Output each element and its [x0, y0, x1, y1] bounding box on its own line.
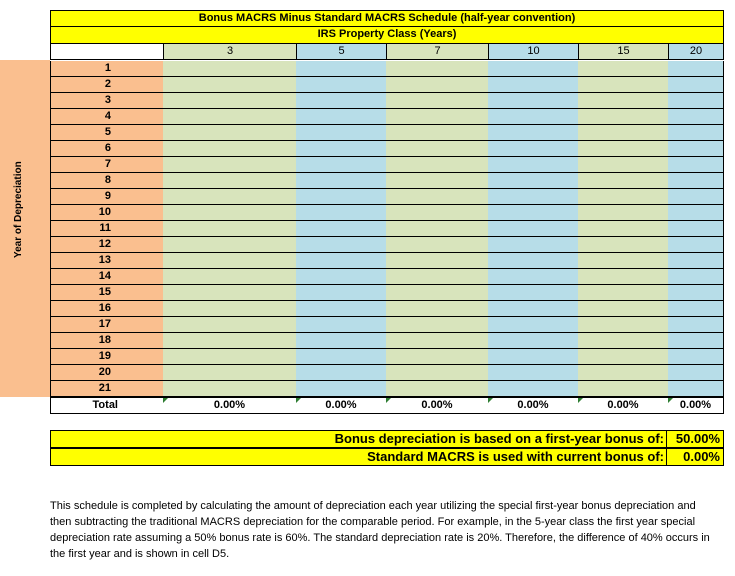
bonus-note-label: Bonus depreciation is based on a first-year bonus of:	[334, 431, 664, 446]
cell-class-5-year-17[interactable]	[296, 317, 387, 333]
cell-class-15-year-5[interactable]	[578, 125, 669, 141]
cell-class-10-year-12[interactable]	[488, 237, 579, 253]
cell-class-7-year-21[interactable]	[386, 381, 489, 397]
year-row-label: 18	[50, 333, 164, 349]
cell-class-7-year-13[interactable]	[386, 253, 489, 269]
cell-class-3-year-20[interactable]	[163, 365, 297, 381]
cell-class-15-year-6[interactable]	[578, 141, 669, 157]
year-row-label: 6	[50, 141, 164, 157]
total-cell-15[interactable]: 0.00%	[578, 397, 669, 414]
cell-class-5-year-10[interactable]	[296, 205, 387, 221]
cell-class-20-year-6[interactable]	[668, 141, 724, 157]
cell-class-15-year-10[interactable]	[578, 205, 669, 221]
cell-class-15-year-2[interactable]	[578, 77, 669, 93]
cell-class-20-year-18[interactable]	[668, 333, 724, 349]
cell-class-5-year-21[interactable]	[296, 381, 387, 397]
schedule-title: Bonus MACRS Minus Standard MACRS Schedule (half-year convention)	[50, 10, 724, 27]
year-row-label: 2	[50, 77, 164, 93]
cell-class-7-year-18[interactable]	[386, 333, 489, 349]
cell-class-15-year-18[interactable]	[578, 333, 669, 349]
cell-class-20-year-3[interactable]	[668, 93, 724, 109]
cell-class-3-year-13[interactable]	[163, 253, 297, 269]
cell-class-15-year-19[interactable]	[578, 349, 669, 365]
year-row-label: 20	[50, 365, 164, 381]
cell-class-10-year-14[interactable]	[488, 269, 579, 285]
cell-class-7-year-1[interactable]	[386, 61, 489, 77]
cell-class-3-year-16[interactable]	[163, 301, 297, 317]
cell-class-10-year-6[interactable]	[488, 141, 579, 157]
cell-class-5-year-9[interactable]	[296, 189, 387, 205]
cell-class-10-year-1[interactable]	[488, 61, 579, 77]
cell-class-10-year-10[interactable]	[488, 205, 579, 221]
cell-class-15-year-17[interactable]	[578, 317, 669, 333]
year-row-label: 21	[50, 381, 164, 397]
total-cell-5[interactable]: 0.00%	[296, 397, 387, 414]
cell-class-3-year-18[interactable]	[163, 333, 297, 349]
year-row-label: 13	[50, 253, 164, 269]
cell-class-15-year-12[interactable]	[578, 237, 669, 253]
cell-class-5-year-2[interactable]	[296, 77, 387, 93]
cell-class-3-year-17[interactable]	[163, 317, 297, 333]
cell-class-15-year-7[interactable]	[578, 157, 669, 173]
year-row-label: 8	[50, 173, 164, 189]
cell-class-7-year-12[interactable]	[386, 237, 489, 253]
year-row-label: 7	[50, 157, 164, 173]
cell-class-7-year-15[interactable]	[386, 285, 489, 301]
cell-class-10-year-13[interactable]	[488, 253, 579, 269]
year-row-label: 9	[50, 189, 164, 205]
cell-class-5-year-16[interactable]	[296, 301, 387, 317]
year-row-label: 11	[50, 221, 164, 237]
cell-class-20-year-4[interactable]	[668, 109, 724, 125]
cell-class-5-year-18[interactable]	[296, 333, 387, 349]
cell-class-15-year-15[interactable]	[578, 285, 669, 301]
cell-class-3-year-12[interactable]	[163, 237, 297, 253]
year-axis-label	[13, 218, 33, 258]
cell-class-3-year-3[interactable]	[163, 93, 297, 109]
cell-class-5-year-11[interactable]	[296, 221, 387, 237]
year-row-label: 5	[50, 125, 164, 141]
property-class-header: IRS Property Class (Years)	[50, 26, 724, 44]
class-header-15[interactable]: 15	[578, 43, 669, 60]
cell-class-20-year-17[interactable]	[668, 317, 724, 333]
cell-class-20-year-14[interactable]	[668, 269, 724, 285]
cell-class-15-year-16[interactable]	[578, 301, 669, 317]
year-row-label: 10	[50, 205, 164, 221]
total-cell-3[interactable]: 0.00%	[163, 397, 297, 414]
cell-class-3-year-4[interactable]	[163, 109, 297, 125]
cell-class-10-year-8[interactable]	[488, 173, 579, 189]
cell-class-15-year-3[interactable]	[578, 93, 669, 109]
total-cell-10[interactable]: 0.00%	[488, 397, 579, 414]
cell-class-15-year-4[interactable]	[578, 109, 669, 125]
cell-class-7-year-8[interactable]	[386, 173, 489, 189]
cell-class-3-year-11[interactable]	[163, 221, 297, 237]
cell-class-20-year-5[interactable]	[668, 125, 724, 141]
cell-class-3-year-14[interactable]	[163, 269, 297, 285]
cell-class-7-year-6[interactable]	[386, 141, 489, 157]
cell-class-15-year-14[interactable]	[578, 269, 669, 285]
year-row-label: 16	[50, 301, 164, 317]
cell-class-7-year-11[interactable]	[386, 221, 489, 237]
cell-class-10-year-7[interactable]	[488, 157, 579, 173]
cell-class-20-year-10[interactable]	[668, 205, 724, 221]
cell-class-5-year-6[interactable]	[296, 141, 387, 157]
class-header-10[interactable]: 10	[488, 43, 579, 60]
cell-class-10-year-18[interactable]	[488, 333, 579, 349]
year-row-label: 17	[50, 317, 164, 333]
cell-class-20-year-12[interactable]	[668, 237, 724, 253]
cell-class-5-year-14[interactable]	[296, 269, 387, 285]
cell-class-3-year-6[interactable]	[163, 141, 297, 157]
cell-class-15-year-11[interactable]	[578, 221, 669, 237]
cell-class-15-year-9[interactable]	[578, 189, 669, 205]
cell-class-3-year-9[interactable]	[163, 189, 297, 205]
header-corner	[50, 43, 164, 60]
year-row-label: 3	[50, 93, 164, 109]
cell-class-3-year-1[interactable]	[163, 61, 297, 77]
cell-class-20-year-15[interactable]	[668, 285, 724, 301]
cell-class-5-year-7[interactable]	[296, 157, 387, 173]
cell-class-7-year-9[interactable]	[386, 189, 489, 205]
cell-class-3-year-21[interactable]	[163, 381, 297, 397]
cell-class-7-year-3[interactable]	[386, 93, 489, 109]
cell-class-20-year-13[interactable]	[668, 253, 724, 269]
bonus-rate-value[interactable]: 50.00%	[666, 431, 723, 447]
year-row-label: 19	[50, 349, 164, 365]
total-cell-7[interactable]: 0.00%	[386, 397, 489, 414]
cell-class-5-year-1[interactable]	[296, 61, 387, 77]
cell-class-10-year-2[interactable]	[488, 77, 579, 93]
total-cell-20[interactable]: 0.00%	[668, 397, 724, 414]
cell-class-5-year-4[interactable]	[296, 109, 387, 125]
cell-class-20-year-16[interactable]	[668, 301, 724, 317]
total-label: Total	[50, 397, 164, 414]
standard-note-label: Standard MACRS is used with current bonus of:	[367, 449, 664, 464]
cell-class-10-year-9[interactable]	[488, 189, 579, 205]
cell-class-7-year-20[interactable]	[386, 365, 489, 381]
cell-class-7-year-2[interactable]	[386, 77, 489, 93]
cell-class-10-year-17[interactable]	[488, 317, 579, 333]
cell-class-3-year-8[interactable]	[163, 173, 297, 189]
year-row-label: 1	[50, 61, 164, 77]
cell-class-10-year-5[interactable]	[488, 125, 579, 141]
year-row-label: 4	[50, 109, 164, 125]
description-text: This schedule is completed by calculating the amount of depreciation each year utilizing the special first-year bonus depreciation and then subtracting the traditional MACRS depreciation for the comparable period. For example, in the 5-year class the first year special depreciation rate assuming a 50% bonus rate is 60%. The standard depreciation rate is 20%. Therefore, the difference of 40% occurs in the first year and is shown in cell D5.	[50, 500, 710, 560]
cell-class-20-year-8[interactable]	[668, 173, 724, 189]
bonus-note-row	[50, 430, 724, 448]
cell-class-7-year-14[interactable]	[386, 269, 489, 285]
cell-class-20-year-9[interactable]	[668, 189, 724, 205]
cell-class-3-year-2[interactable]	[163, 77, 297, 93]
cell-class-10-year-21[interactable]	[488, 381, 579, 397]
cell-class-7-year-4[interactable]	[386, 109, 489, 125]
cell-class-3-year-5[interactable]	[163, 125, 297, 141]
cell-class-20-year-20[interactable]	[668, 365, 724, 381]
cell-class-5-year-12[interactable]	[296, 237, 387, 253]
standard-note-row	[50, 448, 724, 466]
cell-class-20-year-21[interactable]	[668, 381, 724, 397]
cell-class-5-year-13[interactable]	[296, 253, 387, 269]
cell-class-5-year-15[interactable]	[296, 285, 387, 301]
cell-class-10-year-4[interactable]	[488, 109, 579, 125]
cell-class-10-year-16[interactable]	[488, 301, 579, 317]
cell-class-20-year-7[interactable]	[668, 157, 724, 173]
cell-class-3-year-19[interactable]	[163, 349, 297, 365]
class-header-3[interactable]: 3	[163, 43, 297, 60]
cell-class-5-year-3[interactable]	[296, 93, 387, 109]
cell-class-15-year-13[interactable]	[578, 253, 669, 269]
cell-class-5-year-5[interactable]	[296, 125, 387, 141]
cell-class-15-year-20[interactable]	[578, 365, 669, 381]
cell-class-5-year-20[interactable]	[296, 365, 387, 381]
cell-class-7-year-19[interactable]	[386, 349, 489, 365]
cell-class-3-year-10[interactable]	[163, 205, 297, 221]
year-row-label: 15	[50, 285, 164, 301]
cell-class-3-year-15[interactable]	[163, 285, 297, 301]
cell-class-20-year-19[interactable]	[668, 349, 724, 365]
year-row-label: 14	[50, 269, 164, 285]
cell-class-7-year-5[interactable]	[386, 125, 489, 141]
class-header-5[interactable]: 5	[296, 43, 387, 60]
cell-class-7-year-16[interactable]	[386, 301, 489, 317]
cell-class-10-year-15[interactable]	[488, 285, 579, 301]
cell-class-10-year-20[interactable]	[488, 365, 579, 381]
cell-class-7-year-7[interactable]	[386, 157, 489, 173]
cell-class-7-year-17[interactable]	[386, 317, 489, 333]
cell-class-5-year-8[interactable]	[296, 173, 387, 189]
cell-class-15-year-1[interactable]	[578, 61, 669, 77]
cell-class-20-year-11[interactable]	[668, 221, 724, 237]
year-row-label: 12	[50, 237, 164, 253]
cell-class-10-year-11[interactable]	[488, 221, 579, 237]
cell-class-15-year-8[interactable]	[578, 173, 669, 189]
cell-class-20-year-1[interactable]	[668, 61, 724, 77]
cell-class-7-year-10[interactable]	[386, 205, 489, 221]
cell-class-15-year-21[interactable]	[578, 381, 669, 397]
cell-class-3-year-7[interactable]	[163, 157, 297, 173]
cell-class-10-year-19[interactable]	[488, 349, 579, 365]
class-header-7[interactable]: 7	[386, 43, 489, 60]
cell-class-5-year-19[interactable]	[296, 349, 387, 365]
cell-class-20-year-2[interactable]	[668, 77, 724, 93]
cell-class-10-year-3[interactable]	[488, 93, 579, 109]
standard-rate-value[interactable]: 0.00%	[666, 449, 723, 465]
class-header-20[interactable]: 20	[668, 43, 724, 60]
